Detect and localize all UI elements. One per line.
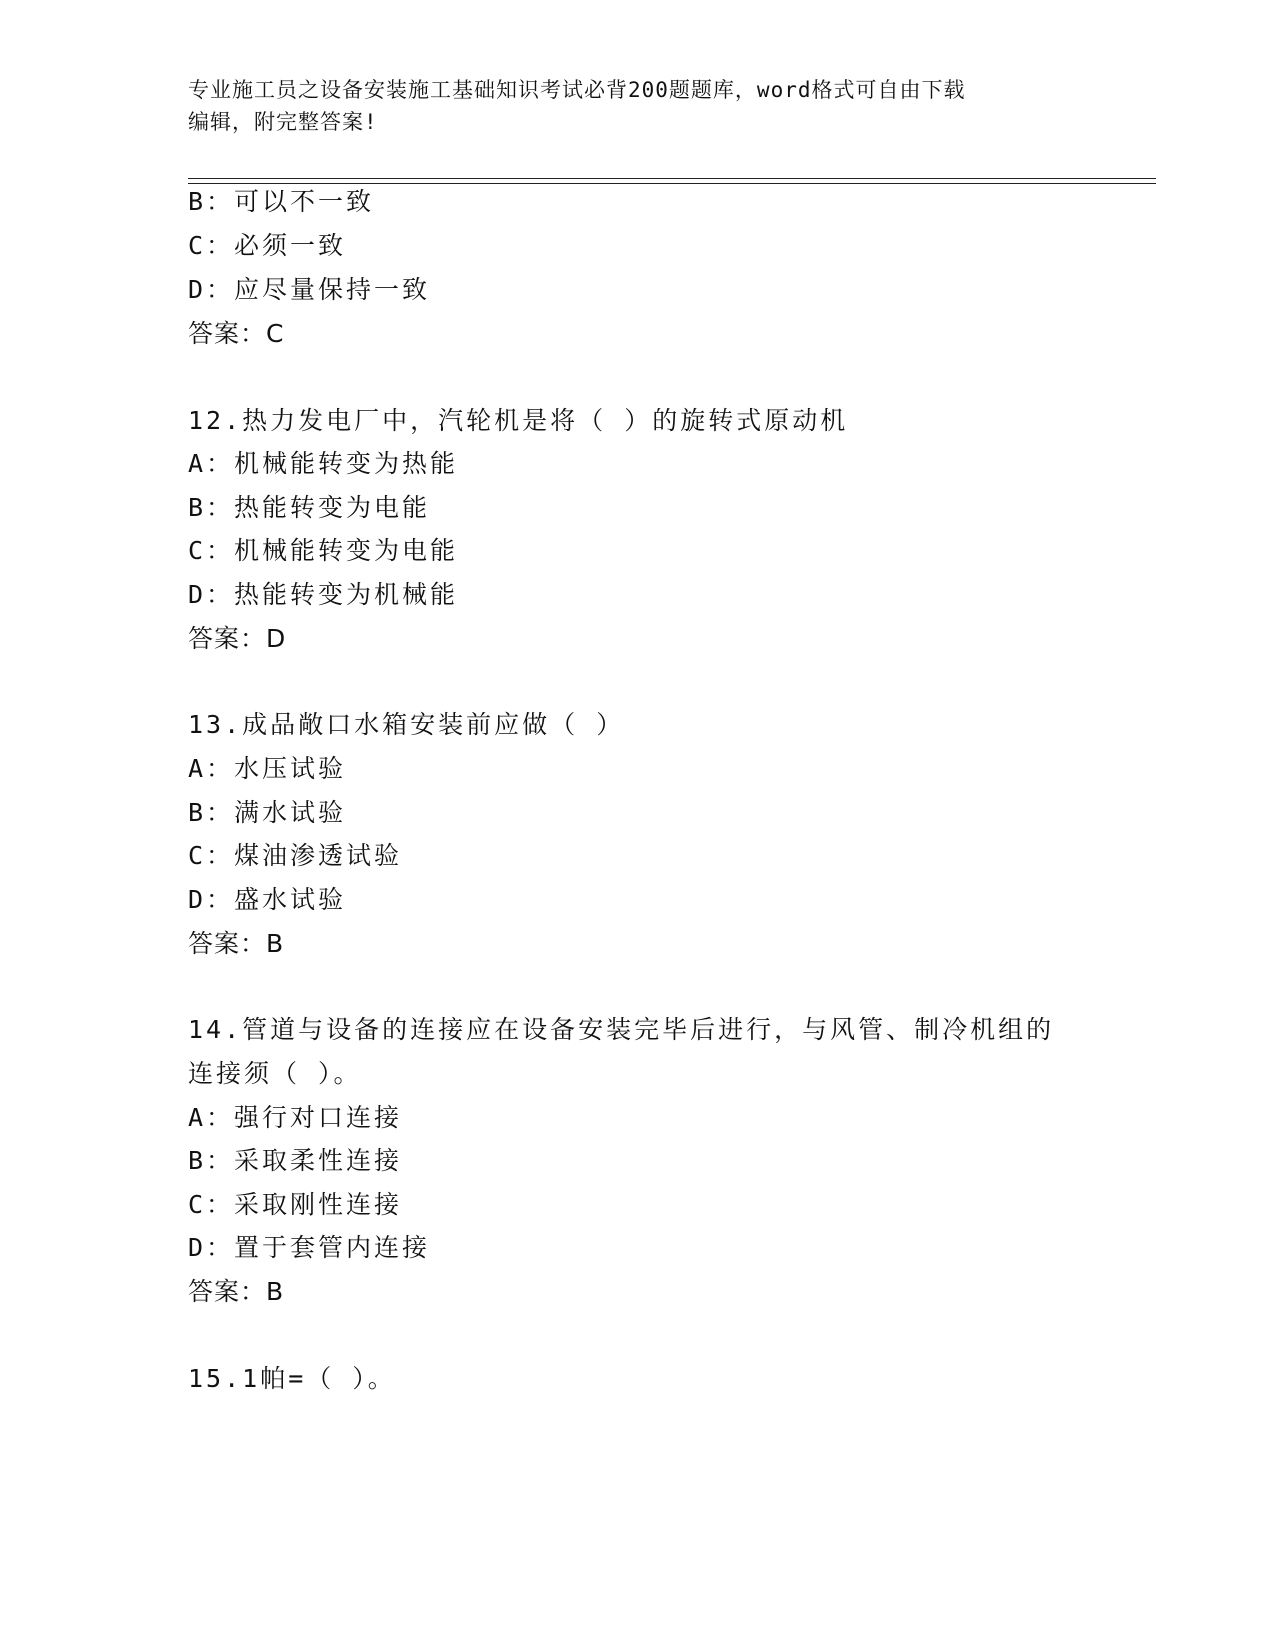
header-divider-top	[188, 178, 1156, 179]
q13-option-a: A：水压试验	[188, 754, 347, 783]
header-title-line-1: 专业施工员之设备安装施工基础知识考试必背200题题库，word格式可自由下载	[188, 78, 966, 102]
q11-option-c: C：必须一致	[188, 231, 347, 260]
header-divider-bottom	[188, 183, 1156, 184]
q14-option-b: B：采取柔性连接	[188, 1146, 403, 1175]
q12-option-d: D：热能转变为机械能	[188, 580, 459, 609]
q14-question-line-1: 14.管道与设备的连接应在设备安装完毕后进行，与风管、制冷机组的	[188, 1015, 1055, 1044]
q12-option-a: A：机械能转变为热能	[188, 449, 459, 478]
q11-option-b: B：可以不一致	[188, 187, 375, 216]
q13-option-c: C：煤油渗透试验	[188, 841, 403, 870]
q13-option-d: D：盛水试验	[188, 885, 347, 914]
q14-question-line-2: 连接须（ ）。	[188, 1059, 362, 1088]
q12-option-b: B：热能转变为电能	[188, 493, 431, 522]
q12-question: 12.热力发电厂中，汽轮机是将（ ）的旋转式原动机	[188, 406, 849, 435]
q12-answer: 答案：D	[188, 624, 287, 653]
q12-option-c: C：机械能转变为电能	[188, 536, 459, 565]
q14-answer: 答案：B	[188, 1277, 285, 1306]
header-title-line-2: 编辑，附完整答案!	[188, 110, 378, 134]
q13-option-b: B：满水试验	[188, 798, 347, 827]
q11-option-d: D：应尽量保持一致	[188, 275, 431, 304]
q14-option-d: D：置于套管内连接	[188, 1233, 431, 1262]
q11-answer: 答案：C	[188, 319, 285, 348]
q13-answer: 答案：B	[188, 929, 285, 958]
document-header	[188, 74, 1068, 138]
q14-option-c: C：采取刚性连接	[188, 1190, 403, 1219]
q14-option-a: A：强行对口连接	[188, 1103, 403, 1132]
q15-question: 15.1帕=（ ）。	[188, 1364, 396, 1393]
q13-question: 13.成品敞口水箱安装前应做（ ）	[188, 710, 625, 739]
